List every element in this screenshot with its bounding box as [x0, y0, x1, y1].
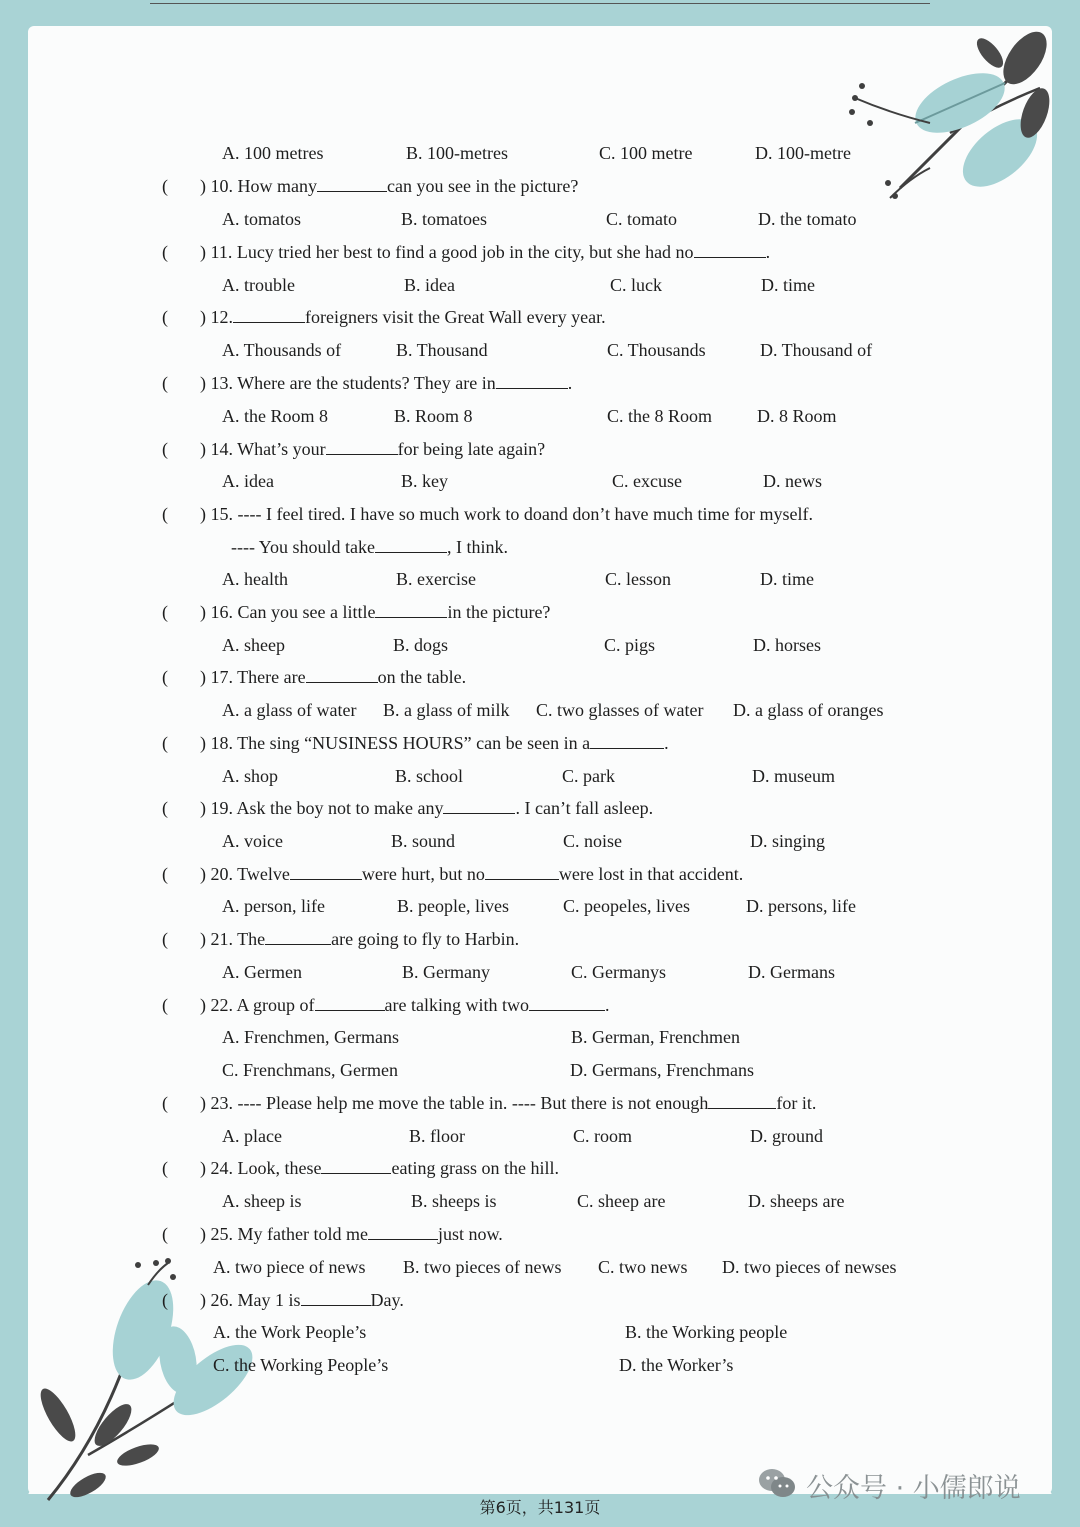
- fill-in-blank[interactable]: [375, 537, 447, 553]
- text-segment: C. room: [573, 1126, 633, 1146]
- text-segment: B. tomatoes: [401, 209, 487, 229]
- option-text: [750, 831, 825, 851]
- option-text: [571, 962, 666, 982]
- text-segment: D. Thousand of: [760, 340, 873, 360]
- option-text: [222, 700, 356, 720]
- option-text: [755, 143, 851, 163]
- option-text: [222, 471, 274, 491]
- text-segment: were lost in that accident.: [558, 864, 744, 884]
- text-segment: ) 25. My father told me: [200, 1224, 368, 1244]
- text-segment: ) 17. There are: [200, 667, 306, 687]
- watermark-text: 公众号 · 小儒郎说: [806, 1473, 1021, 1504]
- text-segment: C. noise: [563, 831, 623, 851]
- text-segment: B. Thousand: [396, 340, 488, 360]
- text-segment: B. a glass of milk: [383, 700, 510, 720]
- fill-in-blank[interactable]: [321, 1158, 391, 1174]
- text-segment: are talking with two: [384, 995, 529, 1015]
- text-segment: B. German, Frenchmen: [571, 1027, 740, 1047]
- text-segment: B. exercise: [396, 569, 476, 589]
- text-segment: A. shop: [222, 766, 279, 786]
- option-text: [758, 209, 856, 229]
- text-segment: just now.: [437, 1224, 503, 1244]
- text-segment: A. the Room 8: [222, 406, 328, 426]
- answer-parenthesis: (: [162, 176, 168, 196]
- leaf-decoration-top-right: [840, 28, 1055, 203]
- answer-parenthesis: (: [162, 667, 168, 687]
- option-text: [599, 143, 692, 163]
- text-segment: ) 24. Look, these: [200, 1158, 322, 1178]
- text-segment: D. singing: [750, 831, 826, 851]
- option-text: [402, 962, 490, 982]
- option-text: [396, 569, 476, 589]
- option-text: [761, 275, 815, 295]
- option-text: [748, 1191, 844, 1211]
- text-segment: are going to fly to Harbin.: [331, 929, 520, 949]
- text-segment: C. tomato: [606, 209, 677, 229]
- text-segment: eating grass on the hill.: [391, 1158, 559, 1178]
- option-text: [411, 1191, 497, 1211]
- text-segment: B. 100-metres: [406, 143, 508, 163]
- option-text: [577, 1191, 665, 1211]
- fill-in-blank[interactable]: [315, 995, 385, 1011]
- text-segment: C. the 8 Room: [607, 406, 713, 426]
- option-text: [222, 275, 295, 295]
- text-segment: C. Germanys: [571, 962, 666, 982]
- option-text: [406, 143, 508, 163]
- text-segment: were hurt, but no: [361, 864, 485, 884]
- option-text: [397, 896, 509, 916]
- option-text: [394, 406, 473, 426]
- question-text: [200, 602, 550, 622]
- option-text: [213, 1322, 366, 1342]
- question-text: [200, 667, 466, 687]
- option-text: [573, 1126, 632, 1146]
- option-text: [605, 569, 671, 589]
- text-segment: ) 14. What’s your: [200, 439, 326, 459]
- option-text: [757, 406, 837, 426]
- text-segment: .: [664, 733, 669, 753]
- option-text: [404, 275, 455, 295]
- text-segment: A. idea: [222, 471, 274, 491]
- text-segment: ) 15. ---- I feel tired. I have so much work to doand don’t have much time for myself.: [200, 504, 813, 524]
- text-segment: A. place: [222, 1126, 282, 1146]
- question-text: [200, 307, 606, 327]
- text-segment: B. idea: [404, 275, 455, 295]
- answer-parenthesis: (: [162, 1158, 168, 1178]
- text-segment: D. persons, life: [746, 896, 856, 916]
- fill-in-blank[interactable]: [694, 242, 766, 258]
- option-text: [604, 635, 655, 655]
- option-text: [598, 1257, 688, 1277]
- text-segment: A. a glass of water: [222, 700, 357, 720]
- option-text: [401, 209, 487, 229]
- text-segment: B. two pieces of news: [403, 1257, 562, 1277]
- question-text: [200, 995, 609, 1015]
- text-segment: C. two glasses of water: [536, 700, 704, 720]
- question-text: [200, 1224, 503, 1244]
- text-segment: D. 8 Room: [757, 406, 837, 426]
- text-segment: ) 19. Ask the boy not to make any: [200, 798, 444, 818]
- answer-parenthesis: (: [162, 929, 168, 949]
- option-text: [222, 962, 302, 982]
- option-text: [625, 1322, 787, 1342]
- question-text: [200, 1290, 404, 1310]
- answer-parenthesis: (: [162, 798, 168, 818]
- question-text: [200, 798, 653, 818]
- text-segment: A. Frenchmen, Germans: [222, 1027, 399, 1047]
- question-text: [200, 439, 545, 459]
- answer-parenthesis: (: [162, 733, 168, 753]
- text-segment: ---- You should take: [231, 537, 375, 557]
- text-segment: D. the tomato: [758, 209, 857, 229]
- option-text: [748, 962, 835, 982]
- fill-in-blank[interactable]: [708, 1093, 776, 1109]
- text-segment: A. voice: [222, 831, 283, 851]
- text-segment: , I think.: [447, 537, 508, 557]
- text-segment: for being late again?: [397, 439, 546, 459]
- option-text: [562, 766, 615, 786]
- text-segment: C. park: [562, 766, 615, 786]
- question-text: [200, 176, 578, 196]
- fill-in-blank[interactable]: [529, 995, 605, 1011]
- fill-in-blank[interactable]: [301, 1290, 371, 1306]
- text-segment: B. key: [401, 471, 448, 491]
- text-segment: A. tomatos: [222, 209, 301, 229]
- fill-in-blank[interactable]: [375, 602, 447, 618]
- text-segment: B. sheeps is: [411, 1191, 497, 1211]
- text-segment: A. the Work People’s: [213, 1322, 367, 1342]
- answer-parenthesis: (: [162, 504, 168, 524]
- text-segment: ) 21. The: [200, 929, 266, 949]
- answer-parenthesis: (: [162, 1224, 168, 1244]
- option-text: [606, 209, 677, 229]
- question-text: [200, 242, 770, 262]
- text-segment: B. the Working people: [625, 1322, 788, 1342]
- option-text: [383, 700, 510, 720]
- text-segment: D. Germans: [748, 962, 835, 982]
- option-text: [222, 406, 328, 426]
- text-segment: D. Germans, Frenchmans: [570, 1060, 754, 1080]
- text-segment: B. people, lives: [397, 896, 509, 916]
- option-text: [222, 766, 278, 786]
- text-segment: .: [604, 995, 610, 1015]
- text-segment: ) 26. May 1 is: [200, 1290, 301, 1310]
- text-segment: B. school: [395, 766, 464, 786]
- option-text: [722, 1257, 896, 1277]
- text-segment: ) 22. A group of: [200, 995, 315, 1015]
- option-text: [409, 1126, 465, 1146]
- text-segment: A. two piece of news: [213, 1257, 366, 1277]
- option-text: [213, 1257, 365, 1277]
- text-segment: C. luck: [610, 275, 662, 295]
- option-text: [753, 635, 821, 655]
- text-segment: D. sheeps are: [748, 1191, 845, 1211]
- option-text: [222, 1126, 282, 1146]
- option-text: [222, 635, 285, 655]
- text-segment: B. dogs: [393, 635, 449, 655]
- question-text: [200, 864, 743, 884]
- fill-in-blank[interactable]: [485, 864, 559, 880]
- option-text: [612, 471, 682, 491]
- option-text: [763, 471, 822, 491]
- text-segment: A. sheep is: [222, 1191, 302, 1211]
- text-segment: A. person, life: [222, 896, 325, 916]
- option-text: [610, 275, 662, 295]
- option-text: [570, 1060, 754, 1080]
- text-segment: C. two news: [598, 1257, 688, 1277]
- option-text: [213, 1355, 388, 1375]
- paper-wavy-edge-right: [1044, 26, 1060, 1494]
- text-segment: D. the Worker’s: [619, 1355, 734, 1375]
- text-segment: C. pigs: [604, 635, 656, 655]
- option-text: [401, 471, 448, 491]
- option-text: [222, 896, 325, 916]
- option-text: [760, 569, 814, 589]
- option-text: [222, 340, 341, 360]
- question-text: [200, 504, 813, 524]
- answer-parenthesis: (: [162, 1290, 168, 1310]
- text-segment: D. time: [760, 569, 814, 589]
- fill-in-blank[interactable]: [317, 176, 387, 192]
- text-segment: ) 10. How many: [200, 176, 317, 196]
- text-segment: C. Thousands: [607, 340, 706, 360]
- option-text: [607, 406, 712, 426]
- option-text: [222, 1027, 399, 1047]
- text-segment: A. health: [222, 569, 288, 589]
- fill-in-blank[interactable]: [368, 1224, 438, 1240]
- top-rule: [150, 3, 930, 4]
- option-text: [222, 831, 283, 851]
- fill-in-blank[interactable]: [306, 667, 378, 683]
- fill-in-blank[interactable]: [265, 929, 331, 945]
- text-segment: for it.: [776, 1093, 817, 1113]
- question-text: [200, 373, 572, 393]
- text-segment: ) 23. ---- Please help me move the table in. ---- But there is not enough: [200, 1093, 709, 1113]
- text-segment: . I can’t fall asleep.: [515, 798, 654, 818]
- option-text: [571, 1027, 740, 1047]
- option-text: [391, 831, 455, 851]
- question-text: [200, 1093, 816, 1113]
- text-segment: C. Frenchmans, Germen: [222, 1060, 398, 1080]
- fill-in-blank[interactable]: [326, 439, 398, 455]
- wechat-icon: [758, 1468, 796, 1498]
- text-segment: foreigners visit the Great Wall every year.: [305, 307, 606, 327]
- text-segment: A. Thousands of: [222, 340, 342, 360]
- answer-parenthesis: (: [162, 1093, 168, 1113]
- text-segment: A. 100 metres: [222, 143, 324, 163]
- text-segment: D. ground: [750, 1126, 823, 1146]
- text-segment: A. Germen: [222, 962, 302, 982]
- text-segment: A. sheep: [222, 635, 285, 655]
- question-text: [200, 733, 669, 753]
- fill-in-blank[interactable]: [590, 733, 664, 749]
- text-segment: D. horses: [753, 635, 821, 655]
- text-segment: D. museum: [752, 766, 835, 786]
- fill-in-blank[interactable]: [290, 864, 362, 880]
- text-segment: in the picture?: [447, 602, 551, 622]
- option-text: [746, 896, 856, 916]
- text-segment: D. a glass of oranges: [733, 700, 884, 720]
- option-text: [222, 1060, 398, 1080]
- text-segment: B. Germany: [402, 962, 490, 982]
- text-segment: C. 100 metre: [599, 143, 693, 163]
- option-text: [607, 340, 706, 360]
- option-text: [396, 340, 488, 360]
- option-text: [395, 766, 463, 786]
- text-segment: can you see in the picture?: [386, 176, 579, 196]
- text-segment: D. two pieces of newses: [722, 1257, 897, 1277]
- option-text: [760, 340, 872, 360]
- answer-parenthesis: (: [162, 995, 168, 1015]
- option-text: [536, 700, 703, 720]
- text-segment: ) 11. Lucy tried her best to find a good job in the city, but she had no: [200, 242, 694, 262]
- option-text: [222, 143, 323, 163]
- answer-parenthesis: (: [162, 864, 168, 884]
- option-text: [403, 1257, 561, 1277]
- text-segment: .: [765, 242, 771, 262]
- text-segment: D. time: [761, 275, 815, 295]
- text-segment: D. news: [763, 471, 822, 491]
- text-segment: C. peopeles, lives: [563, 896, 690, 916]
- text-segment: ) 13. Where are the students? They are in: [200, 373, 496, 393]
- text-segment: ) 18. The sing “NUSINESS HOURS” can be seen in a: [200, 733, 591, 753]
- text-segment: B. sound: [391, 831, 456, 851]
- option-text: [563, 896, 690, 916]
- text-segment: D. 100-metre: [755, 143, 851, 163]
- answer-parenthesis: (: [162, 602, 168, 622]
- answer-parenthesis: (: [162, 373, 168, 393]
- answer-parenthesis: (: [162, 307, 168, 327]
- option-text: [752, 766, 835, 786]
- text-segment: ) 16. Can you see a little: [200, 602, 376, 622]
- text-segment: Day.: [370, 1290, 404, 1310]
- page-number-footer: 第6页，共131页: [479, 1498, 601, 1517]
- option-text: [750, 1126, 823, 1146]
- option-text: [619, 1355, 733, 1375]
- text-segment: ) 12.: [200, 307, 233, 327]
- option-text: [231, 537, 508, 557]
- text-segment: A. trouble: [222, 275, 295, 295]
- fill-in-blank[interactable]: [443, 798, 515, 814]
- fill-in-blank[interactable]: [233, 307, 305, 323]
- text-segment: C. excuse: [612, 471, 682, 491]
- fill-in-blank[interactable]: [496, 373, 568, 389]
- text-segment: C. lesson: [605, 569, 672, 589]
- option-text: [393, 635, 448, 655]
- option-text: [563, 831, 622, 851]
- option-text: [222, 569, 288, 589]
- text-segment: B. floor: [409, 1126, 465, 1146]
- option-text: [733, 700, 883, 720]
- text-segment: C. sheep are: [577, 1191, 666, 1211]
- question-text: [200, 929, 519, 949]
- text-segment: ) 20. Twelve: [200, 864, 290, 884]
- text-segment: on the table.: [377, 667, 467, 687]
- option-text: [222, 209, 301, 229]
- answer-parenthesis: (: [162, 242, 168, 262]
- answer-parenthesis: (: [162, 439, 168, 459]
- text-segment: C. the Working People’s: [213, 1355, 389, 1375]
- text-segment: B. Room 8: [394, 406, 473, 426]
- option-text: [222, 1191, 302, 1211]
- text-segment: .: [567, 373, 573, 393]
- question-text: [200, 1158, 559, 1178]
